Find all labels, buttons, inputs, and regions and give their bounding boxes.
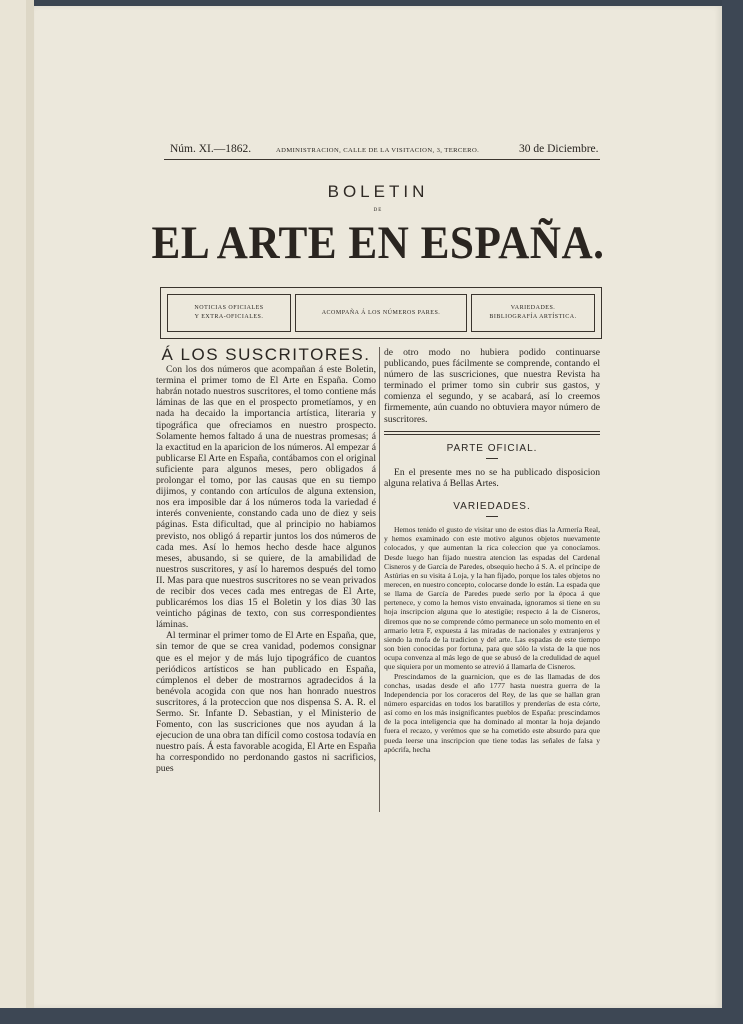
previous-page-edge [0, 0, 27, 1024]
issue-number: Núm. XI.—1862. [170, 143, 252, 155]
newspaper-page [34, 6, 722, 1008]
box-acompana-text: ACOMPAÑA Á LOS NÚMEROS PARES. [321, 309, 441, 316]
background-right [722, 0, 743, 1024]
header-rule [164, 159, 600, 160]
newspaper-title: EL ARTE EN ESPAÑA. [151, 217, 605, 269]
box-variedades-line2: BIBLIOGRAFÍA ARTÍSTICA. [489, 314, 577, 320]
suscritores-paragraph-1: Con los dos números que acompañan á este Boletin, termina el primer tomo de El Arte en España. Como habrán notado nuestros suscritores, el tomo contiene más láminas de las que en el prospecto prometíamos, y en nada ha decaido la importancia artística, literaria y tipográfica que ofreciamos en nuestro prospecto. Solamente hemos faltado á una de nuestras promesas; á la exactitud en la aparicion de los números. Al empezar á publicarse El Arte en España, contábamos con el original suficiente para algunos meses, pero obligados á prolongar el tomo, por las causas que en su tiempo dijimos, y contando con artículos de alguna extension, nos era imposible dar á los números toda la variedad é interés conveniente, constando cada uno de diez y seis páginas. Esta dificultad, que al principio no habiamos previsto, nos obligó á repartir juntos los dos números de cada mes. Así lo hemos hecho desde hace algunos meses, abusando, si se quiere, de la amabilidad de nuestros suscritores, y así lo haremos después del tomo II. Mas para que nuestros suscritores no se vean privados de recibir dos veces cada mes entregas de El Arte, publicarémos los dias 15 el Boletin y los dias 30 las veinticho páginas de texto, con sus correspondientes láminas. [156, 364, 376, 631]
suscritores-heading: Á LOS SUSCRITORES. [161, 345, 371, 364]
right-column [384, 347, 600, 754]
variedades-paragraph-1: Hemos tenido el gusto de visitar uno de estos dias la Armería Real, y hemos examinado con este motivo algunos objetos nuevamente colocados, y que aumentan la rica coleccion que ya conocíamos. Desde luego han fijado nuestra atencion las espadas del Cardenal Cisneros y de García de Paredes, obsequio hecho á S. A. el príncipe de Astúrias en su visita á Loja, y la han fijado, porque los tales objetos no merecen, en nuestro concepto, colocarse donde lo están. La espada que se llama de García de Paredes puede serlo por la época á que pertenece, y como la hemos visto envainada, ignoramos si tiene en su hoja inscripcion alguna que lo atestigüe; respecto á la de Cisneros, diremos que no se comprende cómo permanece un solo momento en el armario letra F, expuesta á las miradas de nacionales y extranjeros y siendo la mofa de la tradicion y del arte. Las espadas de este tiempo son bien conocidas por fortuna, para que sólo la vista de la que nos ocupa convenza al más lego de que se abusó de la credulidad de aquel que siquiera por un momento se atrevió á llamarla de Cisneros. [384, 525, 600, 672]
administration-address: ADMINISTRACION, CALLE DE LA VISITACION, 3, TERCERO. [276, 147, 480, 154]
left-column [156, 345, 376, 775]
parte-oficial-heading: PARTE OFICIAL. [446, 442, 538, 454]
suscritores-paragraph-2: Al terminar el primer tomo de El Arte en España, que, sin temor de que se crea vanidad, podemos consignar que es el mejor y de más lujo tipográfico de cuantos periódicos artísticos se han publicado en España, cúmplenos el deber de mostrarnos agradecidos á la benévola acogida con que nos han honrado nuestros suscritores, á la proteccion que nos dispensa S. A. R. el Sermo. Sr. Infante D. Sebastian, y el Ministerio de Fomento, con las suscriciones que nos ayudan á la ejecucion de una obra tan difícil como costosa todavía en nuestro país. Á esta favorable acogida, El Arte en España ha correspondido no perdonando gastos ni sacrificios, pues [156, 630, 376, 775]
box-variedades [471, 294, 595, 332]
heading-dash [486, 516, 498, 517]
box-noticias-line2: Y EXTRA-OFICIALES. [194, 314, 264, 320]
column-divider [379, 347, 380, 812]
de-label: DE [373, 208, 383, 213]
section-double-rule [384, 431, 600, 435]
box-noticias [167, 294, 291, 332]
parte-oficial-text: En el presente mes no se ha publicado disposicion alguna relativa á Bellas Artes. [384, 466, 600, 489]
box-variedades-line1: VARIEDADES. [510, 305, 556, 311]
issue-date: 30 de Diciembre. [519, 143, 599, 155]
binding-gutter [26, 0, 34, 1024]
suscritores-continuation: de otro modo no hubiera podido continuarse publicando, pues fácilmente se comprende, contando el número de las suscriciones, que nuestra Revista ha terminado el primer tomo sin cubrir sus gastos, y comienza el segundo, y se acabará, así lo creemos firmemente, aún cuando no obtuviera mayor número de suscritores. [384, 347, 600, 425]
variedades-paragraph-2: Prescindamos de la guarnicion, que es de las llamadas de dos conchas, usadas desde el año 1777 hasta nuestra guerra de la Independencia por los coraceros del Rey, de las que se hallan gran número esparcidas en todos los baratillos y prenderías de esta córte, así como en los más insignificantes pueblos de España: prescindamos de la poca inteligencia que ha dominado al montar la hoja dejando fuera el recazo, y verémos que se ha cometido este absurdo para que pueda leerse una inscripcion que tiene todas las señales de falsa y apócrifa, hecha [384, 671, 600, 754]
box-noticias-line1: NOTICIAS OFICIALES [194, 305, 264, 311]
background-bottom [0, 1008, 743, 1024]
boletin-label: BOLETIN [327, 182, 429, 201]
heading-dash [486, 458, 498, 459]
box-acompana [295, 294, 467, 332]
info-box-row [160, 287, 602, 339]
variedades-heading: VARIEDADES. [453, 500, 531, 512]
